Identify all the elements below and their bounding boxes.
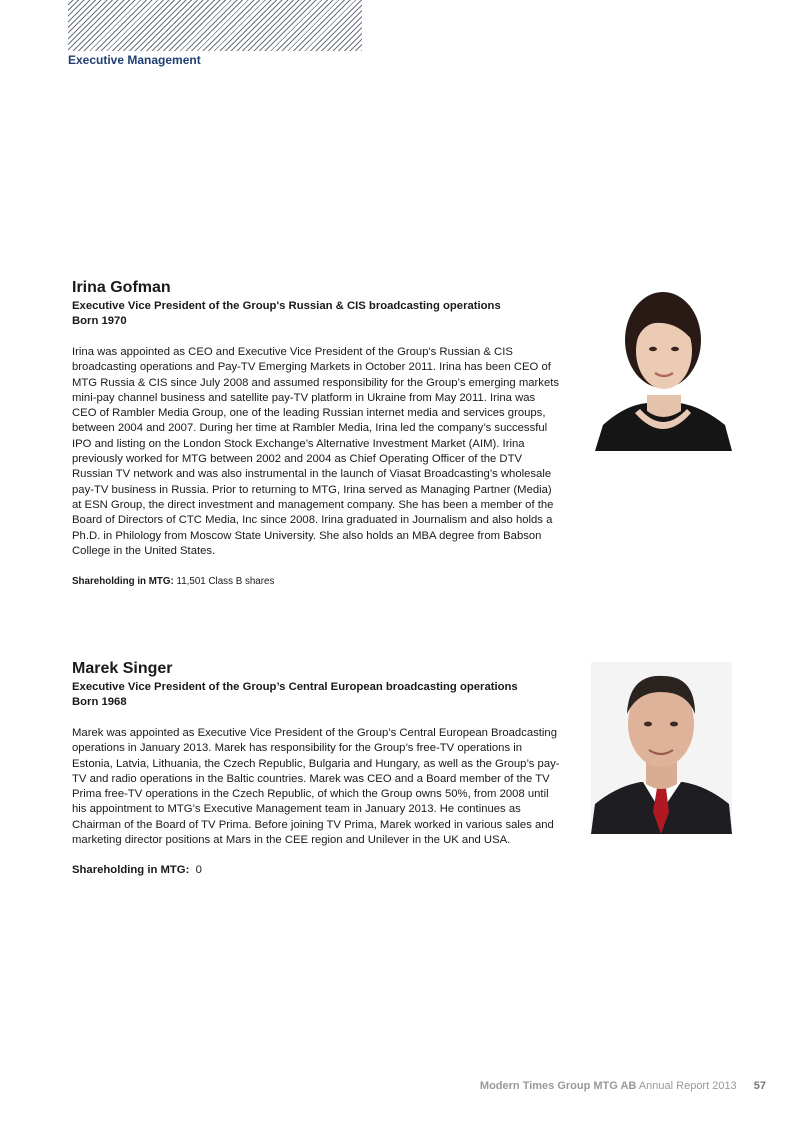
shareholding bbox=[72, 575, 562, 588]
portrait-photo-marek-singer bbox=[591, 662, 732, 834]
portrait-photo-irina-gofman bbox=[595, 285, 732, 451]
profile-name: Irina Gofman bbox=[72, 279, 171, 296]
profile-marek-singer bbox=[72, 660, 562, 877]
profile-role: Executive Vice President of the Group's Russian & CIS broadcasting operations bbox=[72, 300, 501, 312]
footer-report: Annual Report 2013 bbox=[638, 1080, 737, 1092]
portrait-illustration bbox=[595, 285, 732, 451]
profile-role: Executive Vice President of the Group’s Central European broadcasting operations bbox=[72, 681, 518, 693]
profile-born: Born 1968 bbox=[72, 696, 127, 708]
profile-bio: Marek was appointed as Executive Vice President of the Group’s Central European Broadcasting operations in January 2013. Marek has responsibility for the Group’s free-TV operations in Estonia, Latvia, Lithuania, the Czech Republic, Bulgaria and Hungary, as well as the Group’s pay-TV and radio operations in the Baltic countries. Marek was CEO and a Board member of the TV Prima free-TV operations in the Czech Republic, of which the Group owns 50%, from 2008 until his appointment to MTG’s Executive Management team in January 2013. He continues as Chairman of the Board of TV Prima. Before joining TV Prima, Marek worked in various sales and marketing director positions at Mars in the CEE region and Unilever in the UK and USA. bbox=[72, 727, 560, 847]
shareholding-label: Shareholding in MTG: bbox=[72, 576, 174, 588]
shareholding-value: 11,501 Class B shares bbox=[176, 576, 275, 588]
profile-name: Marek Singer bbox=[72, 660, 173, 677]
header-hatch-pattern bbox=[68, 0, 362, 51]
section-title: Executive Management bbox=[68, 53, 201, 67]
shareholding-label: Shareholding in MTG: bbox=[72, 864, 190, 877]
profile-bio: Irina was appointed as CEO and Executive Vice President of the Group's Russian & CIS broadcasting operations and Pay-TV Emerging Markets in October 2011. Irina has been CEO of MTG Russia & CIS since July 2008 and assumed responsibility for the Group’s emerging markets mini-pay channel business and satellite pay-TV platform in Ukraine from May 2011. Irina was CEO of Rambler Media Group, one of the leading Russian internet media and services groups, between 2004 and 2007. During her time at Rambler Media, Irina led the company’s successful IPO and listing on the London Stock Exchange’s Alternative Investment Market (AIM). Irina previously worked for MTG between 2002 and 2004 as Chief Operating Officer of the DTV Russian TV network and was also instrumental in the launch of Viasat Broadcasting’s wholesale pay-TV business in Russia. Prior to returning to MTG, Irina served as Managing Partner (Media) at ESN Group, the direct investment and management company. She has been a member of the Board of Directors of CTC Media, Inc since 2008. Irina graduated in Journalism and also holds a Ph.D. in Philology from Moscow State University. She also holds an MBA degree from Babson College in the United States. bbox=[72, 346, 560, 557]
shareholding bbox=[72, 864, 562, 877]
profile-born: Born 1970 bbox=[72, 315, 127, 327]
shareholding-value: 0 bbox=[195, 864, 202, 877]
profile-irina-gofman bbox=[72, 279, 562, 588]
page-footer bbox=[480, 1080, 766, 1092]
page-number: 57 bbox=[753, 1080, 766, 1092]
footer-company: Modern Times Group MTG AB bbox=[479, 1080, 637, 1092]
portrait-illustration bbox=[591, 662, 732, 834]
